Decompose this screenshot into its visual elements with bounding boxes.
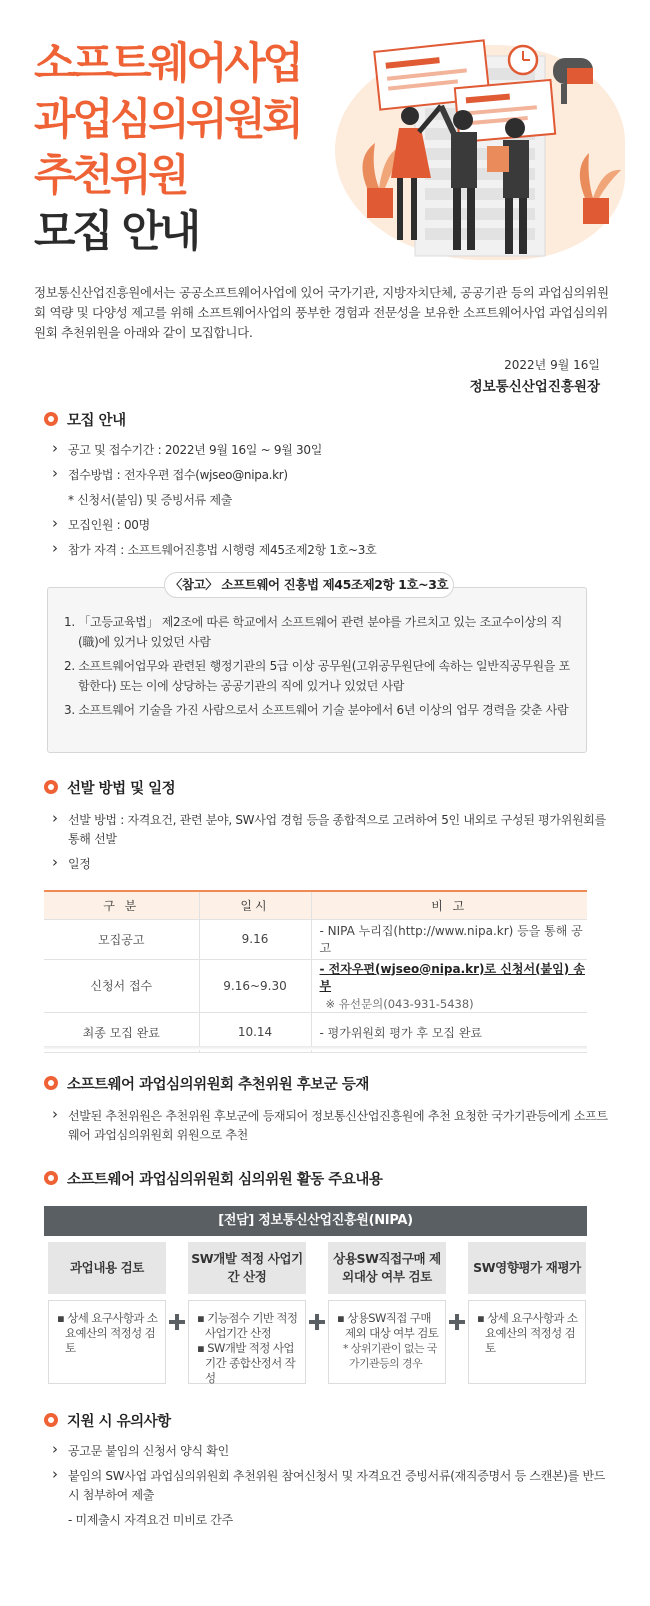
section-bullet-icon — [44, 412, 58, 426]
list-item-note: * 신청서(붙임) 및 증빙서류 제출 — [68, 493, 233, 507]
list-item: › 공고문 붙임의 신청서 양식 확인 — [52, 1442, 612, 1461]
section-title-activities: 소프트웨어 과업심의위원회 심의위원 활동 주요내용 — [67, 1171, 383, 1188]
reference-list — [64, 612, 574, 724]
section-header-pool — [44, 1072, 369, 1094]
table-header-cell: 구 분 — [44, 891, 199, 919]
section-title-recruit: 모집 안내 — [67, 412, 126, 429]
table-cell-note — [311, 959, 587, 1012]
plus-icon — [447, 1312, 467, 1332]
org-bar: [전담] 정보통신산업진흥원(NIPA) — [44, 1206, 587, 1236]
table-header-row — [44, 891, 587, 919]
notice-list — [52, 1442, 612, 1530]
activity-line: ▪ 상세 요구사항과 소요예산의 적정성 검토 — [477, 1311, 578, 1355]
activity-head-task-review: 과업내용 검토 — [48, 1242, 166, 1294]
table-cell-note: - NIPA 누리집(http://www.nipa.kr) 등을 통해 공고 — [311, 919, 587, 959]
list-item: › 공고 및 접수기간 : 2022년 9월 16일 ~ 9월 30일 — [52, 441, 612, 460]
table-header-cell: 비 고 — [311, 891, 587, 919]
activity-body-period-estimate — [188, 1300, 306, 1384]
activity-head-impact-reassessment: SW영향평가 재평가 — [468, 1242, 586, 1294]
intro-paragraph: 정보통신산업진흥원에서는 공공소프트웨어사업에 있어 국가기관, 지방자치단체, 공공기관 등의 과업심의위원회 역량 및 다양성 제고를 위해 소프트웨어사업의 풍부한 경험과 전문성을 보유한 소프트웨어사업 과업심의위원회 추천위원을 아래와 같이 모집합니다. — [34, 285, 609, 340]
list-item: › 선발 방법 : 자격요건, 관련 분야, SW사업 경험 등을 종합적으로 고려하여 5인 내외로 구성된 평가위원회를 통해 선발 — [52, 811, 612, 849]
list-item: › 모집인원 : 00명 — [52, 516, 612, 535]
activity-subnote: * 상위기관이 없는 국가기관등의 경우 — [343, 1342, 437, 1370]
list-item: › 일정 — [52, 855, 612, 874]
section-bullet-icon — [44, 780, 58, 794]
phone-inquiry-note: ※ 유선문의(043-931-5438) — [325, 996, 474, 1011]
reference-item: 3. 소프트웨어 기술을 가진 사람으로서 소프트웨어 기술 분야에서 6년 이상의 업무 경력을 갖춘 사람 — [64, 703, 569, 717]
table-shadow — [44, 1046, 587, 1050]
section-header-notice — [44, 1409, 171, 1431]
activity-head-period-estimate: SW개발 적정 사업기간 산정 — [188, 1242, 306, 1294]
reference-item: 1. 「고등교육법」 제2조에 따른 학교에서 소프트웨어 관련 분야를 가르치고 있는 조교수이상의 직(職)에 있거나 있었던 사람 — [64, 615, 563, 649]
reference-item: 2. 소프트웨어업무와 관련된 행정기관의 5급 이상 공무원(고위공무원단에 속하는 일반직공무원을 포함한다) 또는 이에 상당하는 공공기관의 직에 있거나 있었던 사람 — [64, 659, 570, 693]
signer-name: 정보통신산업진흥원장 — [469, 379, 600, 395]
hero-title-line-1: 소프트웨어사업 — [34, 39, 301, 89]
table-row — [44, 919, 587, 959]
activity-body-impact-reassessment — [468, 1300, 586, 1384]
activity-body-direct-purchase — [328, 1300, 446, 1384]
section-bullet-icon — [44, 1171, 58, 1185]
section-title-selection: 선발 방법 및 일정 — [67, 780, 176, 797]
email-submission-note: - 전자우편(wjseo@nipa.kr)로 신청서(붙임) 송부 — [319, 961, 585, 993]
list-item-note: - 미제출시 자격요건 미비로 간주 — [68, 1513, 233, 1527]
activity-line: ▪ 상세 요구사항과 소요예산의 적정성 검토 — [57, 1311, 158, 1355]
activity-body-task-review — [48, 1300, 166, 1384]
section-title-notice: 지원 시 유의사항 — [67, 1413, 171, 1430]
table-cell: 9.16 — [199, 919, 311, 959]
table-cell: 모집공고 — [44, 919, 199, 959]
list-item: › 접수방법 : 전자우편 접수(wjseo@nipa.kr) — [52, 466, 612, 485]
table-cell-note: - 평가위원회 평가 후 모집 완료 — [311, 1012, 587, 1052]
section-bullet-icon — [44, 1076, 58, 1090]
hero-title-line-3: 추천위원 — [34, 151, 187, 201]
announcement-date: 2022년 9월 16일 — [504, 358, 600, 372]
table-row — [44, 959, 587, 1012]
table-cell: 10.14 — [199, 1012, 311, 1052]
plus-icon — [307, 1312, 327, 1332]
hero-banner — [0, 0, 650, 270]
activity-line: ▪ 기능점수 기반 적정 사업기간 산정 — [197, 1311, 298, 1340]
plus-icon — [167, 1312, 187, 1332]
schedule-table — [44, 890, 587, 1053]
table-cell: 9.16~9.30 — [199, 959, 311, 1012]
list-item: › 붙임의 SW사업 과업심의위원회 추천위원 참여신청서 및 자격요건 증빙서류(재직증명서 등 스캔본)를 반드시 첨부하여 제출 — [52, 1467, 612, 1505]
table-cell: 최종 모집 완료 — [44, 1012, 199, 1052]
list-item: › 선발된 추천위원은 추천위원 후보군에 등재되어 정보통신산업진흥원에 추천 요청한 국가기관등에게 소프트웨어 과업심의위원회 위원으로 추천 — [52, 1107, 612, 1145]
section-header-selection — [44, 776, 175, 798]
hero-title — [34, 36, 300, 260]
hero-title-line-4: 모집 안내 — [34, 207, 198, 257]
office-people-illustration — [345, 28, 635, 268]
pool-list — [52, 1107, 612, 1145]
list-item: › 참가 자격 : 소프트웨어진흥법 시행령 제45조제2항 1호~3호 — [52, 541, 612, 560]
selection-list — [52, 811, 612, 874]
section-title-pool: 소프트웨어 과업심의위원회 추천위원 후보군 등재 — [67, 1076, 369, 1093]
table-header-cell: 일시 — [199, 891, 311, 919]
section-bullet-icon — [44, 1413, 58, 1427]
section-header-recruit — [44, 408, 126, 430]
table-cell: 신청서 접수 — [44, 959, 199, 1012]
section-header-activities — [44, 1167, 382, 1189]
activity-head-direct-purchase: 상용SW직접구매 제외대상 여부 검토 — [328, 1242, 446, 1294]
reference-tag: 〈참고〉 소프트웨어 진흥법 제45조제2항 1호~3호 — [164, 572, 454, 598]
activity-line: ▪ 상용SW직접 구매 제외 대상 여부 검토 — [337, 1311, 439, 1340]
hero-title-line-2: 과업심의위원회 — [34, 95, 301, 145]
recruit-list — [52, 441, 612, 560]
activity-line: ▪ SW개발 적정 사업 기간 종합산정서 작성 — [197, 1341, 296, 1385]
